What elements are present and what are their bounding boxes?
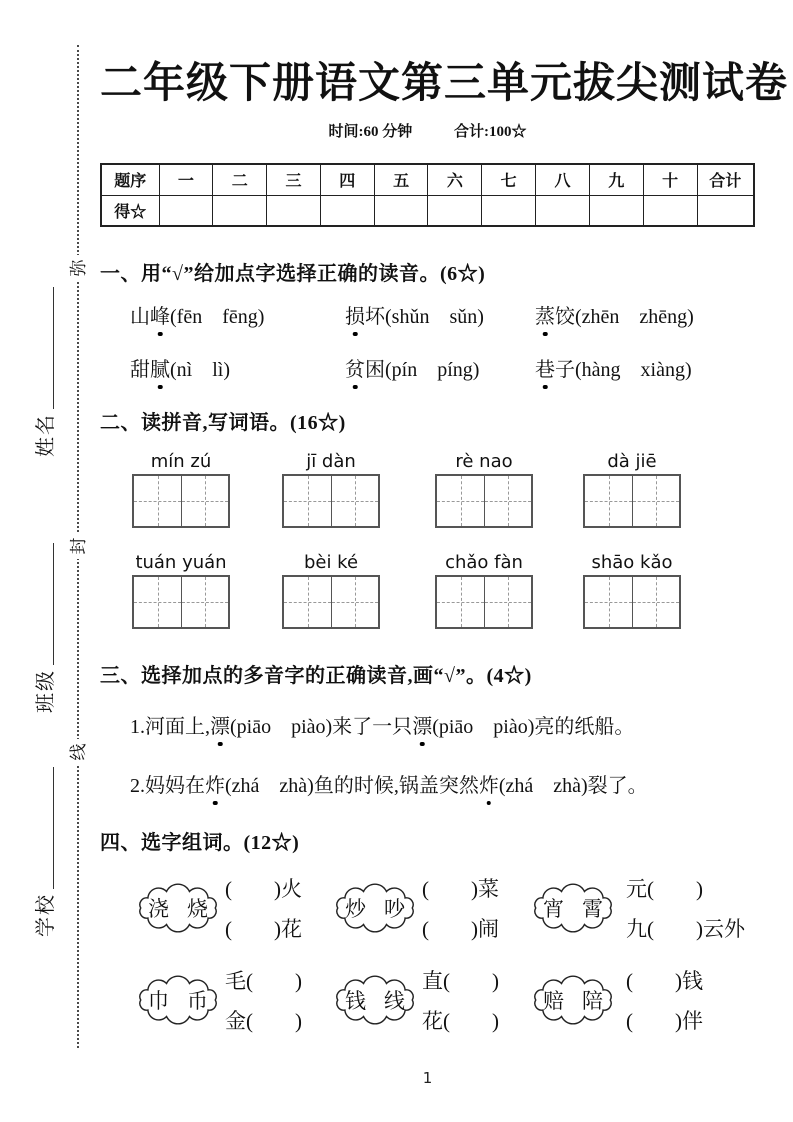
score-cell[interactable]	[159, 195, 213, 226]
score-cell[interactable]	[374, 195, 428, 226]
dotted-character: 损	[345, 306, 365, 328]
score-table-header-row	[101, 164, 754, 195]
word-box	[282, 552, 380, 629]
writing-grid	[583, 575, 681, 629]
fill-blank-line[interactable]: ( )火	[225, 877, 302, 901]
fill-blank-line[interactable]: 元( )	[626, 877, 703, 901]
seal-char-xian: 线	[64, 739, 94, 765]
score-cell[interactable]	[213, 195, 267, 226]
fill-blanks	[422, 873, 499, 943]
score-header-total: 合计	[697, 164, 754, 195]
writing-cell[interactable]	[331, 577, 378, 627]
sentence-text: 1.河面上,	[130, 716, 210, 738]
score-cell[interactable]	[320, 195, 374, 226]
pinyin-label: shāo kǎo	[591, 552, 673, 573]
pinyin-label: bèi ké	[303, 552, 359, 573]
dotted-character: 漂	[210, 716, 230, 738]
fill-blank-line[interactable]: 金( )	[225, 1009, 302, 1033]
total-score-label: 合计:100☆	[454, 124, 527, 140]
sentence-text: (piāo piào)亮的纸船。	[432, 716, 635, 738]
fill-blanks	[225, 873, 302, 943]
pronunciation-item	[130, 300, 345, 329]
cloud-bubble	[135, 881, 221, 935]
option-character: 浇	[148, 897, 169, 921]
item-options: 子(hàng xiàng)	[555, 359, 692, 381]
writing-cell[interactable]	[181, 476, 228, 526]
writing-grid	[435, 575, 533, 629]
score-cell-total[interactable]	[697, 195, 754, 226]
sentence-2	[130, 769, 755, 798]
pronunciation-item	[535, 300, 755, 329]
score-header-4: 四	[320, 164, 374, 195]
writing-cell[interactable]	[134, 476, 181, 526]
option-character: 币	[187, 989, 208, 1013]
writing-cell[interactable]	[437, 577, 484, 627]
writing-cell[interactable]	[331, 476, 378, 526]
score-header-5: 五	[374, 164, 428, 195]
option-character: 陪	[582, 989, 603, 1013]
item-options: 困(pín píng)	[365, 359, 480, 381]
writing-cell[interactable]	[437, 476, 484, 526]
fill-blanks	[422, 965, 499, 1035]
student-name-field	[32, 287, 58, 457]
paper-subtitle	[100, 120, 755, 141]
word-box-row	[100, 451, 755, 528]
writing-cell[interactable]	[284, 476, 331, 526]
section1-items	[130, 300, 755, 382]
seal-char-feng: 封	[64, 533, 94, 559]
writing-cell[interactable]	[585, 577, 632, 627]
score-table-score-row	[101, 195, 754, 226]
fill-blank-line[interactable]: 毛( )	[225, 969, 302, 993]
sentence-text: 2.妈妈在	[130, 775, 205, 797]
word-box-row	[100, 552, 755, 629]
word-box	[282, 451, 380, 528]
item-options: (nì lì)	[170, 359, 230, 381]
option-character: 赔	[543, 989, 564, 1013]
fill-blanks	[626, 873, 745, 943]
fill-blank-line[interactable]: 九( )云外	[626, 917, 745, 941]
option-character: 巾	[148, 989, 169, 1013]
option-character: 烧	[187, 897, 208, 921]
item-options: 坏(shǔn sǔn)	[365, 306, 484, 328]
score-cell[interactable]	[428, 195, 482, 226]
sentence-text: (zhá zhà)裂了。	[498, 775, 648, 797]
writing-grid	[132, 474, 230, 528]
dotted-character: 炸	[205, 775, 225, 797]
writing-cell[interactable]	[632, 476, 679, 526]
word-box	[583, 552, 681, 629]
section1-heading: 一、用“√”给加点字选择正确的读音。(6☆)	[100, 263, 486, 285]
dotted-character: 贫	[345, 359, 365, 381]
score-header-10: 十	[643, 164, 697, 195]
fill-blank-line[interactable]: ( )钱	[626, 969, 703, 993]
sentence-text: (piāo piào)来了一只	[230, 716, 413, 738]
paper-content	[100, 0, 789, 1087]
choose-character-row	[100, 873, 755, 943]
dotted-character: 炸	[478, 775, 499, 797]
item-options: (fēn fēng)	[170, 306, 265, 328]
score-header-7: 七	[482, 164, 536, 195]
writing-cell[interactable]	[284, 577, 331, 627]
fill-blank-line[interactable]: ( )闹	[422, 917, 499, 941]
dotted-character: 漂	[412, 716, 433, 738]
word-box	[132, 552, 230, 629]
time-limit-label: 时间:60 分钟	[328, 124, 413, 140]
fill-blank-line[interactable]: ( )花	[225, 917, 302, 941]
character-group	[135, 965, 332, 1035]
word-box	[435, 552, 533, 629]
seal-char-mi: 弥	[64, 255, 94, 281]
student-school-field	[32, 767, 58, 937]
score-cell[interactable]	[267, 195, 321, 226]
page-number: 1	[422, 1069, 433, 1087]
option-character: 吵	[384, 897, 405, 921]
student-name-label: 姓名	[35, 413, 57, 457]
item-options: 饺(zhēn zhēng)	[555, 306, 694, 328]
pinyin-label: chǎo fàn	[445, 552, 523, 573]
writing-cell[interactable]	[632, 577, 679, 627]
character-group	[530, 873, 755, 943]
dotted-character: 腻	[150, 359, 170, 381]
writing-grid	[282, 474, 380, 528]
score-header-3: 三	[267, 164, 321, 195]
character-group	[332, 873, 530, 943]
writing-grid	[435, 474, 533, 528]
fill-blank-line[interactable]: ( )菜	[422, 877, 499, 901]
pinyin-label: mín zú	[150, 451, 212, 472]
dotted-character: 峰	[150, 306, 170, 328]
cloud-bubble	[135, 973, 221, 1027]
score-header-tixu: 题序	[101, 164, 159, 195]
writing-grid	[132, 575, 230, 629]
score-header-8: 八	[536, 164, 590, 195]
option-character: 炒	[345, 897, 366, 921]
fill-blanks	[225, 965, 302, 1035]
writing-grid	[282, 575, 380, 629]
section2-heading: 二、读拼音,写词语。(16☆)	[100, 412, 346, 434]
option-character: 宵	[543, 897, 564, 921]
score-header-2: 二	[213, 164, 267, 195]
word-box	[132, 451, 230, 528]
score-cell[interactable]	[482, 195, 536, 226]
score-row-label: 得☆	[101, 195, 159, 226]
fill-blank-line[interactable]: 直( )	[422, 969, 499, 993]
writing-cell[interactable]	[134, 577, 181, 627]
fill-blank-line[interactable]: ( )伴	[626, 1009, 703, 1033]
pinyin-label: jī dàn	[306, 451, 356, 472]
writing-cell[interactable]	[484, 476, 531, 526]
cloud-bubble	[332, 973, 418, 1027]
score-table	[100, 163, 755, 227]
pronunciation-item	[535, 353, 755, 382]
score-header-6: 六	[428, 164, 482, 195]
score-cell[interactable]	[643, 195, 697, 226]
cloud-bubble	[332, 881, 418, 935]
dotted-character: 蒸	[535, 306, 555, 328]
score-cell[interactable]	[589, 195, 643, 226]
character-group	[135, 873, 332, 943]
score-cell[interactable]	[536, 195, 590, 226]
fill-blank-line[interactable]: 花( )	[422, 1009, 499, 1033]
pronunciation-item	[345, 353, 535, 382]
item-text: 甜	[130, 359, 150, 381]
option-character: 线	[384, 989, 405, 1013]
writing-grid	[583, 474, 681, 528]
dotted-character: 巷	[535, 359, 555, 381]
section4-heading: 四、选字组词。(12☆)	[100, 832, 300, 854]
student-class-field	[32, 543, 58, 713]
word-box	[435, 451, 533, 528]
paper-title: 二年级下册语文第三单元拔尖测试卷	[100, 61, 789, 107]
character-group	[332, 965, 530, 1035]
score-header-9: 九	[589, 164, 643, 195]
section3-heading: 三、选择加点的多音字的正确读音,画“√”。(4☆)	[100, 665, 532, 687]
pinyin-label: dà jiē	[607, 451, 657, 472]
student-class-label: 班级	[35, 669, 57, 713]
writing-cell[interactable]	[181, 577, 228, 627]
cloud-bubble	[530, 973, 616, 1027]
student-class-blank-line[interactable]	[53, 543, 54, 665]
student-school-blank-line[interactable]	[53, 767, 54, 889]
sentence-text: (zhá zhà)鱼的时候,锅盖突然	[225, 775, 479, 797]
option-character: 钱	[345, 989, 366, 1013]
pronunciation-item	[130, 353, 345, 382]
student-school-label: 学校	[35, 893, 57, 937]
writing-cell[interactable]	[585, 476, 632, 526]
fill-blanks	[626, 965, 703, 1035]
word-box	[583, 451, 681, 528]
student-name-blank-line[interactable]	[53, 287, 54, 409]
pronunciation-item	[345, 300, 535, 329]
choose-character-row	[100, 965, 755, 1035]
cloud-bubble	[530, 881, 616, 935]
item-text: 山	[130, 306, 150, 328]
writing-cell[interactable]	[484, 577, 531, 627]
character-group	[530, 965, 755, 1035]
pinyin-label: rè nao	[455, 451, 513, 472]
sentence-1	[130, 710, 755, 739]
score-header-1: 一	[159, 164, 213, 195]
option-character: 霄	[582, 897, 603, 921]
pinyin-label: tuán yuán	[135, 552, 227, 573]
